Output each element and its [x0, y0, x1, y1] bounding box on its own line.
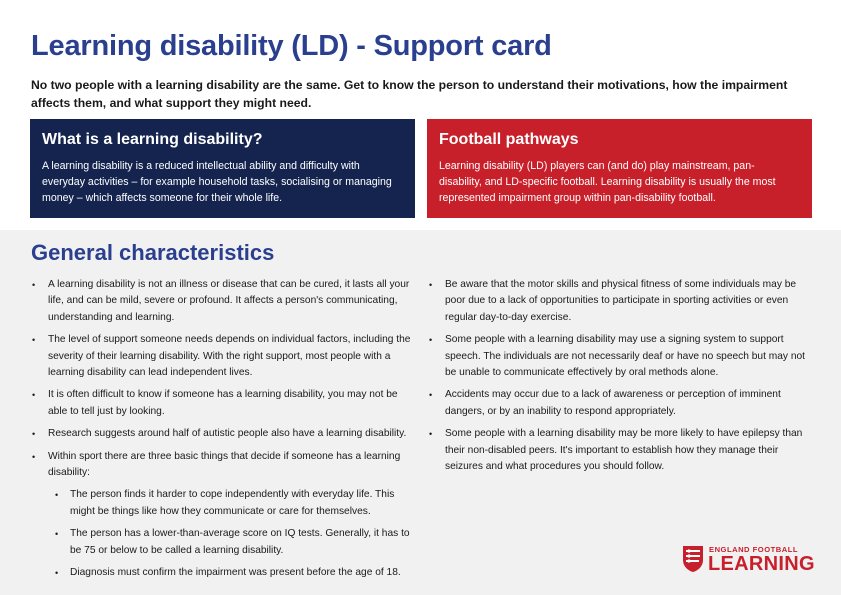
header-section — [0, 0, 841, 230]
sub-list-item: • Diagnosis must confirm the impairment was present before the age of 18. — [48, 565, 411, 581]
england-football-learning-logo — [682, 543, 815, 577]
football-pathways-body: Learning disability (LD) players can (and do) play mainstream, pan-disability, and LD-specific football. Learning disability is usually the most represented impairment group within pan-disability football. — [439, 160, 776, 204]
criteria-sublist — [48, 487, 411, 581]
list-item: • Be aware that the motor skills and physical fitness of some individuals may be poor due to a lack of opportunities to participate in sporting activities or even regular day-to-day exercise. — [428, 277, 808, 326]
what-is-ld-body: A learning disability is a reduced intellectual ability and difficulty with everyday activities – for example household tasks, socialising or managing money – which affects someone for their whole life. — [42, 160, 392, 204]
what-is-ld-box — [30, 119, 415, 218]
page-title: Learning disability (LD) - Support card — [31, 30, 552, 62]
logo-top-text: ENGLAND FOOTBALL — [709, 545, 798, 554]
list-item-text: Within sport there are three basic things that decide if someone has a learning disability: — [48, 450, 401, 479]
list-item: • A learning disability is not an illness or disease that can be cured, it lasts all your life, and can be mild, severe or profound. It affects a person's communicating, understanding and learning. — [31, 277, 411, 326]
list-item: • Accidents may occur due to a lack of awareness or perception of imminent dangers, or by an inability to respond appropriately. — [428, 387, 808, 420]
list-item: • Some people with a learning disability may be more likely to have epilepsy than their non-disabled peers. It's important to establish how they manage their seizures and what procedures you should follow. — [428, 426, 808, 475]
football-pathways-box — [427, 119, 812, 218]
list-item: • It is often difficult to know if someone has a learning disability, you may not be able to tell just by looking. — [31, 387, 411, 420]
sub-list-item: • The person finds it harder to cope independently with everyday life. This might be things like how they communicate or care for themselves. — [48, 487, 411, 520]
what-is-ld-heading: What is a learning disability? — [42, 131, 263, 148]
logo-main-text: LEARNING — [708, 553, 815, 575]
characteristics-heading: General characteristics — [31, 240, 275, 265]
three-lions-crest-icon — [682, 545, 704, 573]
football-pathways-heading: Football pathways — [439, 131, 579, 148]
list-item-with-sublist — [31, 449, 411, 582]
intro-text: No two people with a learning disability are the same. Get to know the person to understand their motivations, how the impairment affects them, and what support they might need. — [31, 78, 788, 110]
list-item: • Research suggests around half of autistic people also have a learning disability. — [31, 426, 411, 442]
characteristics-right-list — [428, 277, 808, 481]
characteristics-left-list — [31, 277, 411, 588]
characteristics-section — [0, 230, 841, 595]
list-item: • The level of support someone needs depends on individual factors, including the severity of their learning disability. With the right support, most people with a learning disability can lead independent lives. — [31, 332, 411, 381]
sub-list-item: • The person has a lower-than-average score on IQ tests. Generally, it has to be 75 or below to be called a learning disability. — [48, 526, 411, 559]
list-item: • Some people with a learning disability may use a signing system to support speech. The individuals are not necessarily deaf or have no speech but may not be unable to communicate effectively by oral methods alone. — [428, 332, 808, 381]
